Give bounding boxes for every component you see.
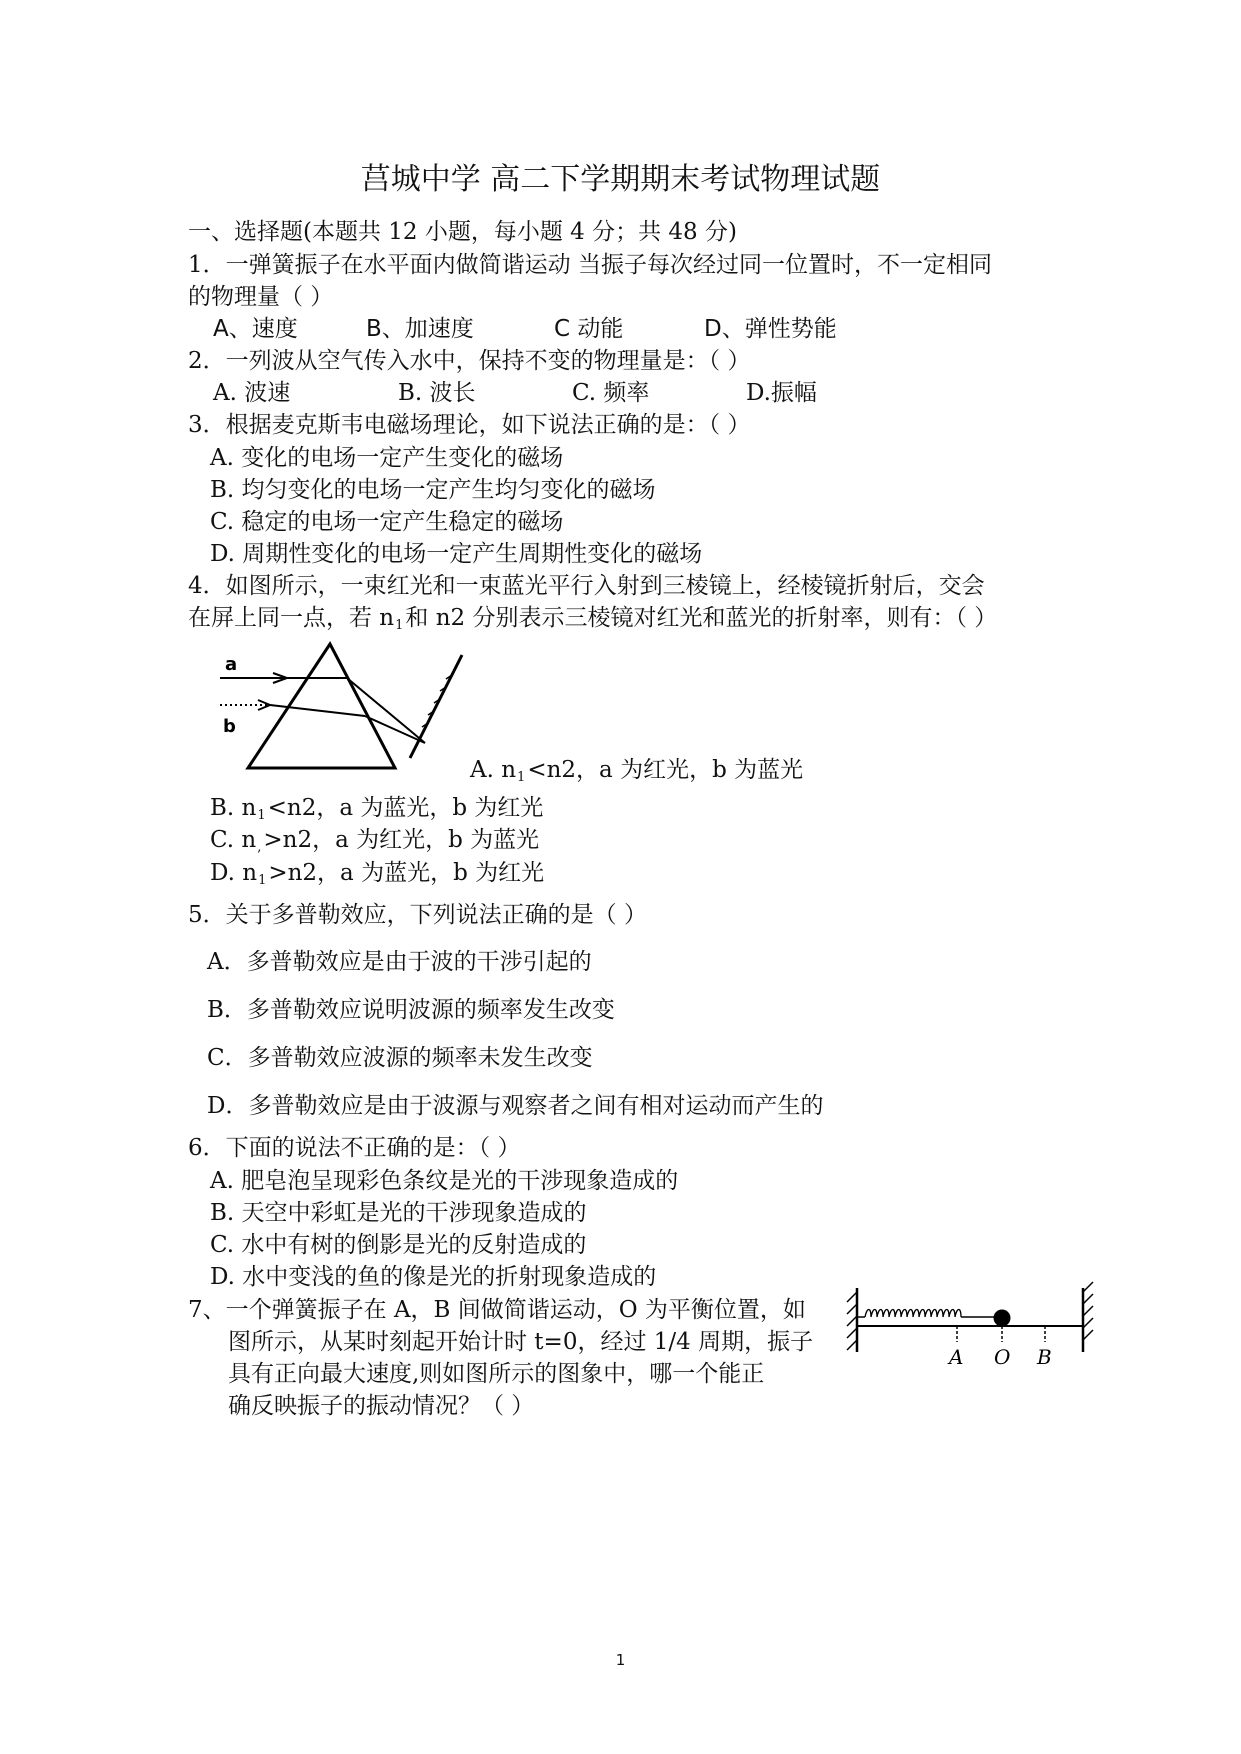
spring-oscillator-figure [845,1280,1105,1380]
q3-option-d: D. 周期性变化的电场一定产生周期性变化的磁场 [210,541,703,567]
q2-option-c: C. 频率 [572,380,650,406]
q1-option-b: B、加速度 [366,316,474,342]
q7-stem-line3: 具有正向最大速度,则如图所示的图象中，哪一个能正 [228,1361,765,1387]
q3-option-b: B. 均匀变化的电场一定产生均匀变化的磁场 [210,477,656,503]
q2-option-d: D.振幅 [746,380,817,406]
q7-stem-line2: 图所示，从某时刻起开始计时 t=0，经过 1/4 周期，振子 [228,1329,814,1355]
q5-option-b: B．多普勒效应说明波源的频率发生改变 [207,997,615,1023]
q1-stem-line1: 1．一弹簧振子在水平面内做简谐运动 当振子每次经过同一位置时，不一定相同 [188,252,992,278]
label-b: B [1037,1345,1052,1369]
q6-stem: 6．下面的说法不正确的是：（ ） [188,1135,521,1161]
page-number: 1 [615,1651,626,1669]
spring-coil [865,1310,961,1318]
q3-option-a: A. 变化的电场一定产生变化的磁场 [210,445,564,471]
q6-option-d: D. 水中变浅的鱼的像是光的折射现象造成的 [210,1264,657,1290]
q7-stem-line4: 确反映振子的振动情况？（ ） [228,1393,535,1419]
right-wall-hatching [1083,1282,1093,1340]
q1-stem-line2: 的物理量（ ） [188,284,334,310]
q7-stem-line1: 7、一个弹簧振子在 A，B 间做简谐运动，O 为平衡位置，如 [188,1297,806,1323]
ray-a-exit [347,678,425,743]
q1-option-d: D、弹性势能 [704,316,837,342]
q5-option-d: D．多普勒效应是由于波源与观察者之间有相对运动而产生的 [207,1093,824,1119]
q4-option-a: A. $n_1<n2$，a 为红光，b 为蓝光 [470,757,804,785]
ray-a-label: a [225,654,238,675]
q5-option-a: A．多普勒效应是由于波的干涉引起的 [207,949,592,975]
q3-option-c: C. 稳定的电场一定产生稳定的磁场 [210,509,564,535]
left-wall-hatching [847,1292,857,1350]
q2-option-b: B. 波长 [398,380,476,406]
q4-option-d: D. $n_1>n2$，a 为蓝光，b 为红光 [210,860,545,888]
q2-stem: 2．一列波从空气传入水中，保持不变的物理量是：（ ） [188,348,751,374]
page-title: 莒城中学 高二下学期期末考试物理试题 [360,162,881,197]
q2-option-a: A. 波速 [213,380,291,406]
q3-stem: 3．根据麦克斯韦电磁场理论，如下说法正确的是：（ ） [188,412,751,438]
prism-figure [205,640,475,775]
q6-option-b: B. 天空中彩虹是光的干涉现象造成的 [210,1200,587,1226]
label-a: A [949,1345,964,1369]
q4-option-c: C. $n_,>n2$，a 为红光，b 为蓝光 [210,827,540,855]
q4-stem-line2: 在屏上同一点，若 $n_1$和 n2 分别表示三棱镜对红光和蓝光的折射率，则有：（ ） [188,605,998,633]
q6-option-c: C. 水中有树的倒影是光的反射造成的 [210,1232,587,1258]
q5-option-c: C．多普勒效应波源的频率未发生改变 [207,1045,593,1071]
screen-line [410,655,462,758]
q4-stem-line1: 4．如图所示，一束红光和一束蓝光平行入射到三棱镜上，经棱镜折射后，交会 [188,573,985,599]
q1-option-c: C 动能 [554,316,624,342]
label-o: O [994,1345,1011,1369]
q1-option-a: A、速度 [213,316,298,342]
ray-b-label: b [223,716,236,737]
q6-option-a: A. 肥皂泡呈现彩色条纹是光的干涉现象造成的 [210,1168,679,1194]
ray-b-arrow [258,700,270,710]
oscillator-ball [994,1310,1011,1327]
section-heading: 一、选择题(本题共 12 小题，每小题 4 分；共 48 分) [188,219,737,245]
q5-stem: 5．关于多普勒效应，下列说法正确的是（ ） [188,902,647,928]
q4-option-b: B. $n_1<n2$，a 为蓝光，b 为红光 [210,795,544,823]
